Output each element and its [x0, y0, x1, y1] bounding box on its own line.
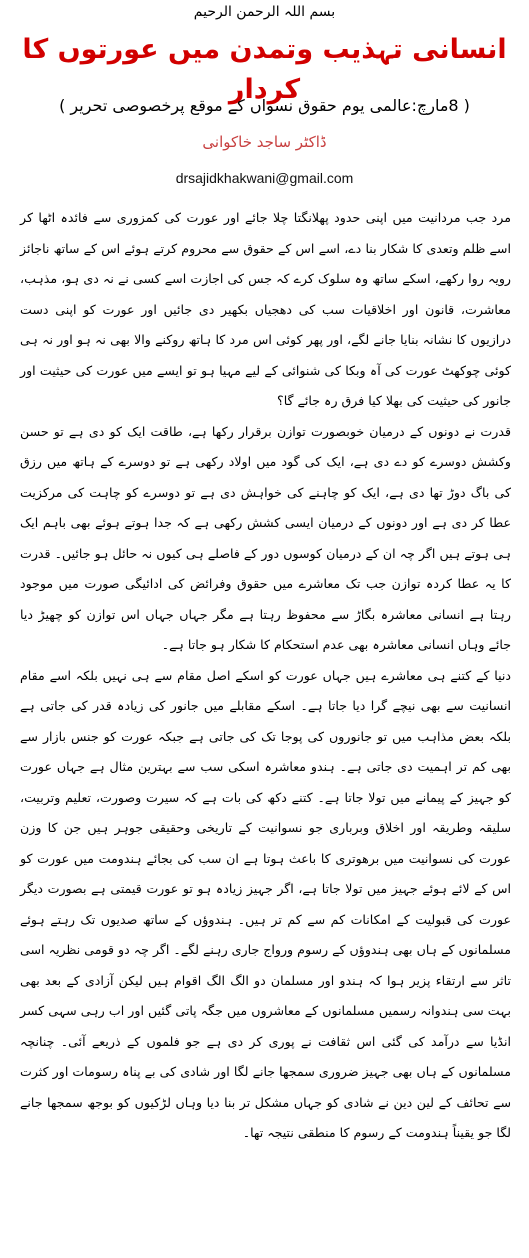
paragraph-1: مرد جب مردانیت میں اپنی حدود پھلانگتا چلا جائے اور عورت کی کمزوری سے فائدہ اٹھا کر اسے ظلم وتعدی کا شکار بنا دے، اسے اس کے حقوق سے محروم کرتے ہوئے اس کے ساتھ ناجائز رویہ روا رکھے، اسکے ساتھ وہ سلوک کرے کہ جس کی اجازت اسے کسی نے نہ دی ہو، مذہب، معاشرت، قانون اور اخلاقیات سب کی دھجیاں بکھیر دی جائیں اور عورت کو اپنی دست درازیوں کا نشانہ بنایا جانے لگے، اور پھر کوئی اس مرد کا ہاتھ روکنے والا بھی نہ ہو اور نہ ہی کوئی چوکھٹ عورت کی آہ وبکا کی شنوائی کے لیے مہیا ہو تو ایسے میں عورت کی حیثیت اور جانور کی حیثیت کی بھلا کیا فرق رہ جائے گا؟ — [20, 210, 511, 408]
author-name: ڈاکٹر ساجد خاکوانی — [202, 133, 327, 151]
article-subtitle: ( 8مارچ:عالمی یوم حقوق نسواں کے موقع پرخصوصی تحریر ) — [59, 96, 470, 115]
article-title: انسانی تہذیب وتمدن میں عورتوں کا کردار — [22, 34, 507, 105]
article-body — [20, 203, 511, 1149]
paragraph-3: دنیا کے کتنے ہی معاشرے ہیں جہاں عورت کو اسکے اصل مقام سے ہی نہیں بلکہ اسے مقام انسانیت سے بھی نیچے گرا دیا جاتا ہے۔ اسکے مقابلے میں جانور کی زیادہ قدر کی جاتی ہے بلکہ بعض مذاہب میں تو جانوروں کی پوجا تک کی جاتی ہے جبکہ عورت کو جنس بازار سے بھی کم تر اہمیت دی جاتی ہے۔ ہندو معاشرہ اسکی سب سے بہترین مثال ہے جہاں عورت کو جہیز کے پیمانے میں تولا جاتا ہے۔ کتنے دکھ کی بات ہے کہ سیرت وصورت، تعلیم وتربیت، سلیقہ وطریقہ اور اخلاق وبرباری جو نسوانیت کے تاریخی وحقیقی جوہر ہیں جن کا وزن عورت کی نسوانیت میں برھوتری کا باعث ہوتا ہے ان سب کی بجائے ہندومت میں عورت کو اس کے لائے ہوئے جہیز میں تولا جاتا ہے، اگر جہیز زیادہ ہو تو عورت قیمتی ہے بصورت دیگر عورت کی قبولیت کے امکانات کم سے کم تر ہیں۔ ہندوؤں کے ساتھ صدیوں تک رہتے ہوئے مسلمانوں کے ہاں بھی ہندوؤں کے رسوم ورواج جاری رہنے لگے۔ اگر چہ دو قومی نظریہ اسی تاثر سے ارتقاء پزیر ہوا کہ ہندو اور مسلمان دو الگ الگ اقوام ہیں لیکن آزادی کے بعد بھی بہت سی ہندوانہ رسمیں مسلمانوں کے معاشروں میں جگہ پاتی گئیں اور اب رہی سہی کسر انڈیا سے درآمد کی گئی اس ثقافت نے پوری کر دی ہے جو فلموں کے ذریعے آئی۔ چنانچہ مسلمانوں کے ہاں بھی جہیز ضروری سمجھا جانے لگا اور شادی کی بے پناہ رسومات اور کثرت سے تحائف کے لین دین نے شادی کو جہاں مشکل تر بنا دیا وہاں لڑکیوں کو بوجھ سمجھا جانے لگا جو یقیناً ہندومت کے رسوم کا منطقی نتیجہ تھا۔ — [20, 667, 511, 1140]
author-email: drsajidkhakwani@gmail.com — [175, 170, 354, 186]
bismillah-header: بسم اللہ الرحمن الرحیم — [193, 4, 336, 20]
paragraph-2: قدرت نے دونوں کے درمیان خوبصورت توازن برقرار رکھا ہے، طاقت ایک کو دی ہے تو حسن وکشش دوسرے کو دے دی ہے، ایک کی گود میں اولاد رکھی ہے تو دوسرے کے ہاتھ میں رزق کی باگ دوڑ تھا دی ہے، ایک کو چاہنے کی خواہش دی ہے تو دوسرے کو چاہت کی مرکزیت عطا کر دی ہے اور دونوں کے درمیان ایسی کشش رکھی ہے کہ جدا ہوتے ہوئے بھی باہم ایک ہی ہوتے ہیں اگر چہ ان کے درمیان کوسوں دور کے فاصلے ہی کیوں نہ حائل ہو جائیں۔ قدرت کا یہ عطا کردہ توازن جب تک معاشرے میں حقوق وفرائض کی ادائیگی صورت میں موجود رہتا ہے انسانی معاشرہ بگاڑ سے محفوظ رہتا ہے مگر جہاں جہاں اس توازن کو چھیڑ دیا جائے وہاں انسانی معاشرہ بھی عدم استحکام کا شکار ہو جاتا ہے۔ — [20, 423, 511, 652]
